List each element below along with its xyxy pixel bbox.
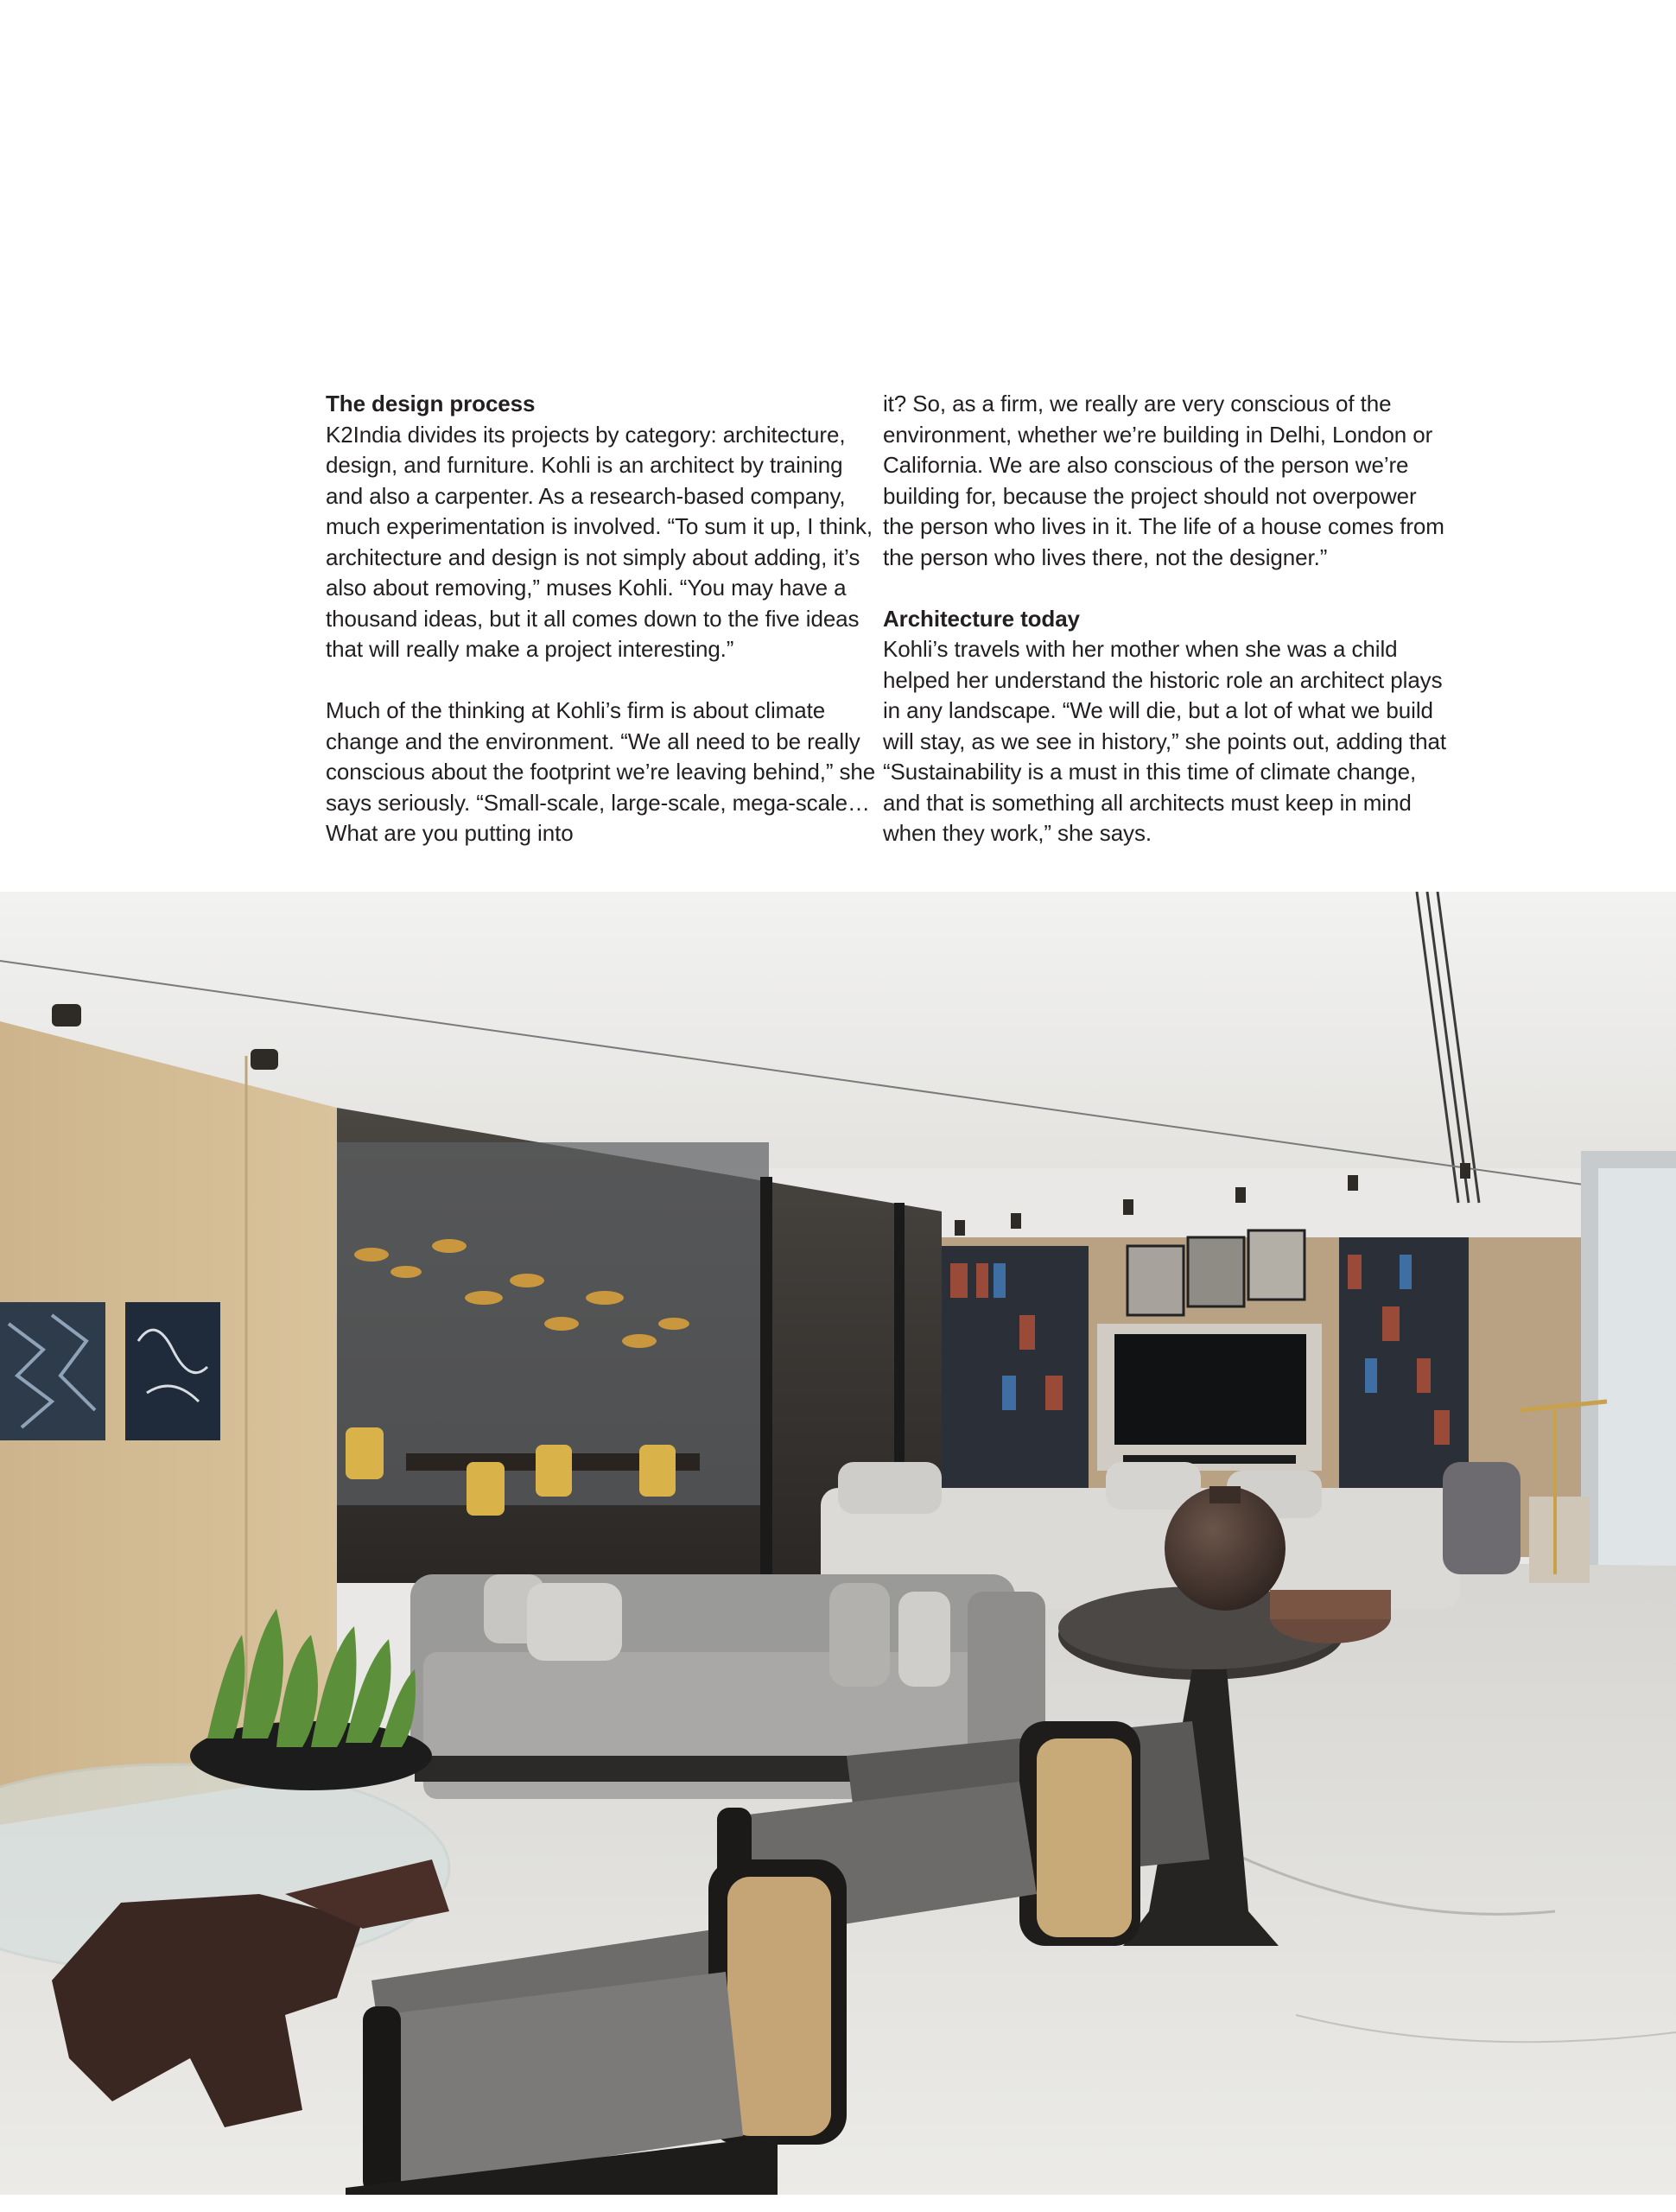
climate-paragraph: Much of the thinking at Kohli’s firm is about climate change and the environment. “We all need to be really conscious about the footprint we’re leaving behind,” she says seriously. “Small-scale, large-scale, mega-scale… What are you putting into	[326, 697, 876, 846]
right-text-column	[883, 389, 1453, 849]
section-heading-design-process: The design process	[326, 391, 536, 416]
living-room-photo	[0, 892, 1676, 2195]
architecture-today-paragraph: Kohli’s travels with her mother when she was a child helped her understand the historic role an architect plays in any landscape. “We will die, but a lot of what we build will stay, as we see in history,” she points out, adding that “Sustainability is a must in this time of climate change, and that is something all architects must keep in mind when they work,” she says.	[883, 636, 1446, 846]
section-heading-architecture-today: Architecture today	[883, 605, 1080, 632]
continued-paragraph: it? So, as a firm, we really are very conscious of the environment, whether we’re building in Delhi, London or California. We are also conscious of the person we’re building for, because the project should not overpower the person who lives in it. The life of a house comes from the person who lives there, not the designer.”	[883, 391, 1444, 570]
left-text-column	[326, 389, 879, 849]
design-process-paragraph: K2India divides its projects by category: architecture, design, and furniture. Kohli is an architect by training and also a carpenter. As a research-based company, much experimentation is involved. “To sum it up, I think, architecture and design is not simply about adding, it’s also about removing,” muses Kohli. “You may have a thousand ideas, but it all comes down to the five ideas that will really make a project interesting.”	[326, 421, 873, 662]
